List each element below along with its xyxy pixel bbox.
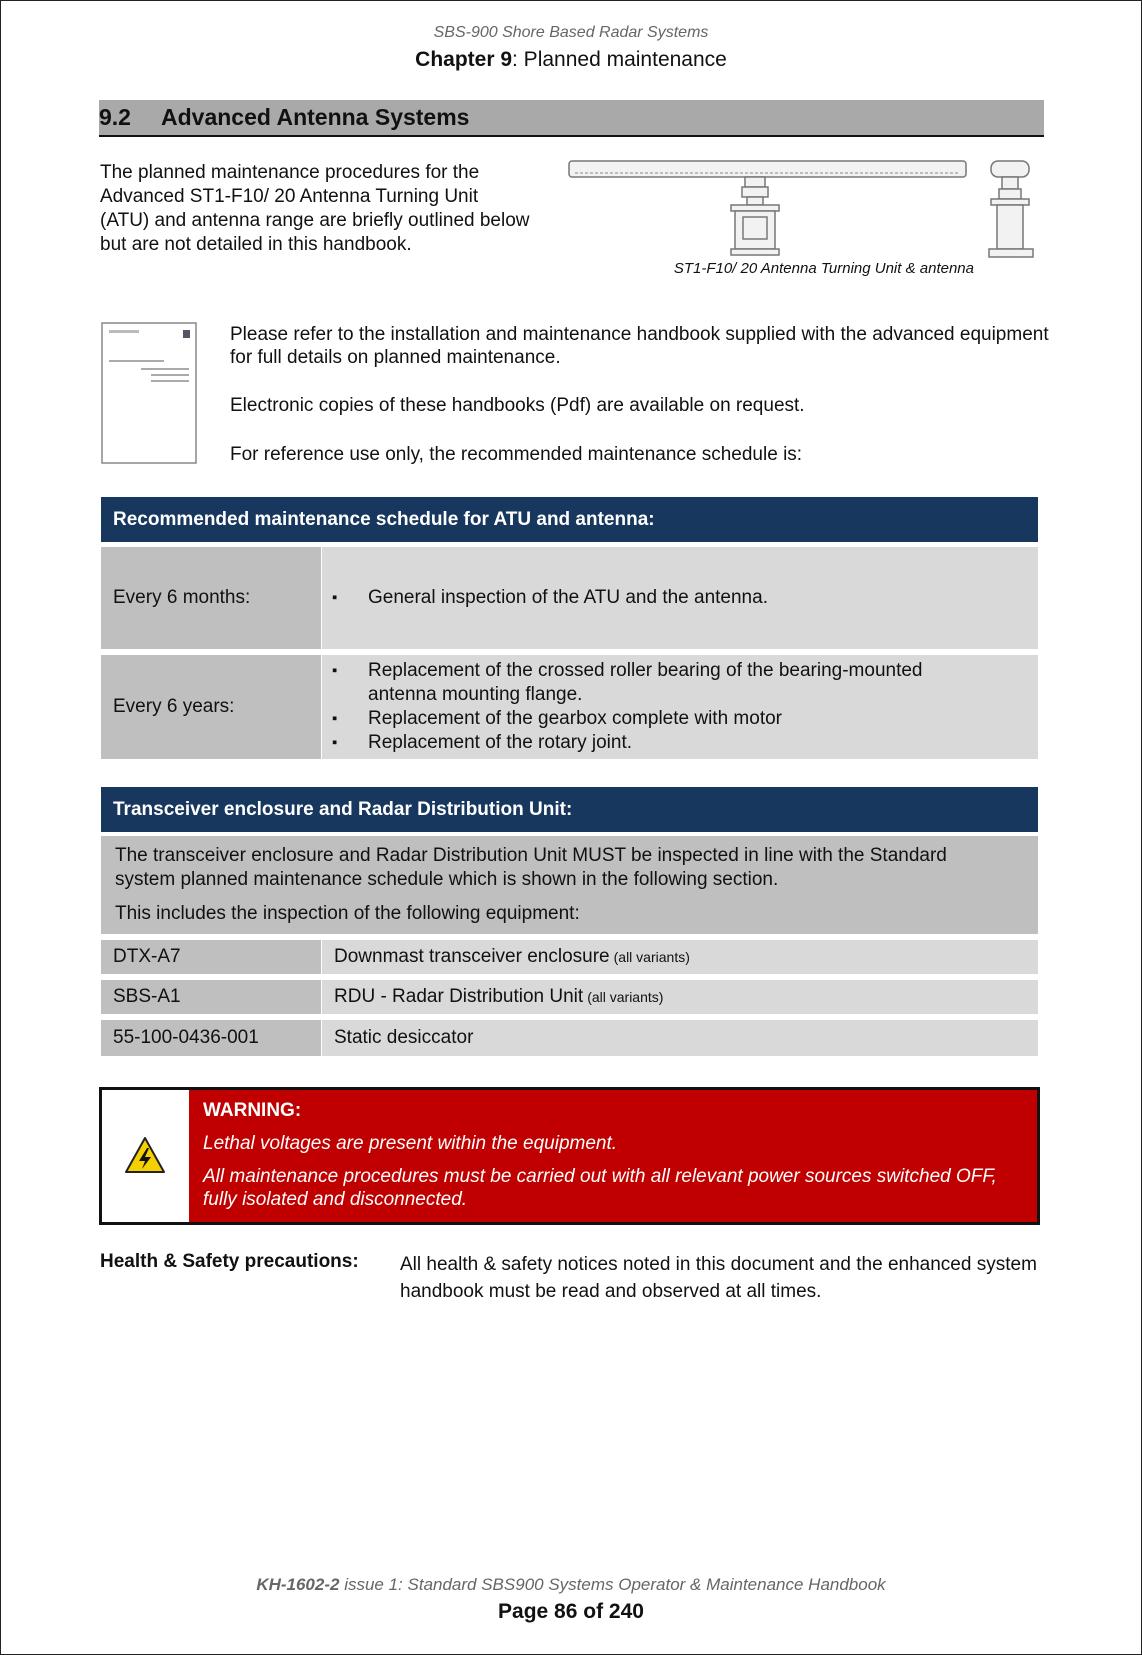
equipment-code: DTX-A7: [101, 940, 321, 974]
warning-panel: [189, 1090, 1037, 1222]
transceiver-info: [101, 836, 1038, 934]
equipment-description: [322, 940, 1038, 974]
equipment-desc-text: Static desiccator: [334, 1027, 474, 1048]
health-safety-label: Health & Safety precautions:: [100, 1251, 359, 1272]
equipment-description: [322, 980, 1038, 1014]
task-list: [322, 586, 768, 610]
schedule-row-interval: Every 6 years:: [101, 655, 321, 759]
note-paragraph-3: For reference use only, the recommended maintenance schedule is:: [230, 444, 803, 465]
footer-doc-code: KH-1602-2: [256, 1575, 340, 1594]
handbook-cover-thumbnail: [101, 322, 199, 466]
warning-line-2: All maintenance procedures must be carried out with all relevant power sources switched OFF, fully isolated and disconnected.: [203, 1166, 997, 1210]
antenna-array-illustration: [569, 161, 966, 255]
task-list: [322, 659, 972, 755]
antenna-figure: [565, 155, 1040, 265]
high-voltage-warning-icon: [124, 1136, 166, 1174]
equipment-code: 55-100-0436-001: [101, 1020, 321, 1056]
footer-document-ref: [0, 1575, 1142, 1595]
task-item: ▪ Replacement of the rotary joint.: [322, 731, 972, 755]
note-paragraph-1: Please refer to the installation and maintenance handbook supplied with the advanced equipment for full details on planned maintenance.: [230, 324, 1049, 368]
equipment-code: SBS-A1: [101, 980, 321, 1014]
page-number: Page 86 of 240: [498, 1600, 644, 1623]
equipment-desc-text: RDU - Radar Distribution Unit: [334, 986, 584, 1007]
task-item: ▪ Replacement of the gearbox complete with motor: [322, 707, 972, 731]
schedule-table-header: Recommended maintenance schedule for ATU and antenna:: [101, 497, 1038, 542]
figure-caption: ST1-F10/ 20 Antenna Turning Unit & antenna: [673, 260, 974, 277]
atu-side-view-illustration: [989, 161, 1033, 257]
transceiver-table-header: Transceiver enclosure and Radar Distribution Unit:: [101, 787, 1038, 832]
equipment-description: [322, 1020, 1038, 1056]
schedule-row-tasks: [322, 655, 1038, 759]
transceiver-paragraph-2: This includes the inspection of the following equipment:: [115, 903, 580, 924]
equipment-variant-note: (all variants): [613, 949, 690, 965]
intro-text: The planned maintenance procedures for the Advanced ST1-F10/ 20 Antenna Turning Unit (ATU) and antenna range are briefly outlined below but are not detailed in this handbook.: [100, 162, 530, 255]
schedule-row-tasks: [322, 547, 1038, 649]
equipment-desc-text: Downmast transceiver enclosure: [334, 946, 610, 967]
chapter-number: Chapter 9: [415, 48, 513, 71]
section-title: Advanced Antenna Systems: [161, 104, 470, 130]
header-product: SBS-900 Shore Based Radar Systems: [433, 24, 709, 41]
warning-line-1: Lethal voltages are present within the equipment.: [203, 1133, 618, 1154]
warning-title: WARNING:: [203, 1100, 302, 1121]
transceiver-paragraph-1: The transceiver enclosure and Radar Distribution Unit MUST be inspected in line with the Standard system planned maintenance schedule which is shown in the following section.: [115, 845, 947, 890]
warning-box: [99, 1087, 1040, 1225]
task-item: ▪ Replacement of the crossed roller bearing of the bearing-mounted antenna mounting flange.: [322, 659, 972, 707]
task-item: ▪ General inspection of the ATU and the antenna.: [322, 586, 768, 610]
health-safety-text: All health & safety notices noted in this document and the enhanced system handbook must be read and observed at all times.: [400, 1254, 1037, 1302]
note-paragraph-2: Electronic copies of these handbooks (Pdf) are available on request.: [230, 395, 805, 416]
equipment-variant-note: (all variants): [587, 989, 664, 1005]
schedule-row-interval: Every 6 months:: [101, 547, 321, 649]
chapter-title: : Planned maintenance: [512, 48, 727, 71]
header-chapter: [0, 48, 1142, 72]
section-number: 9.2: [99, 104, 131, 130]
section-heading: [99, 100, 1044, 137]
footer-doc-title: issue 1: Standard SBS900 Systems Operator & Maintenance Handbook: [339, 1575, 886, 1594]
